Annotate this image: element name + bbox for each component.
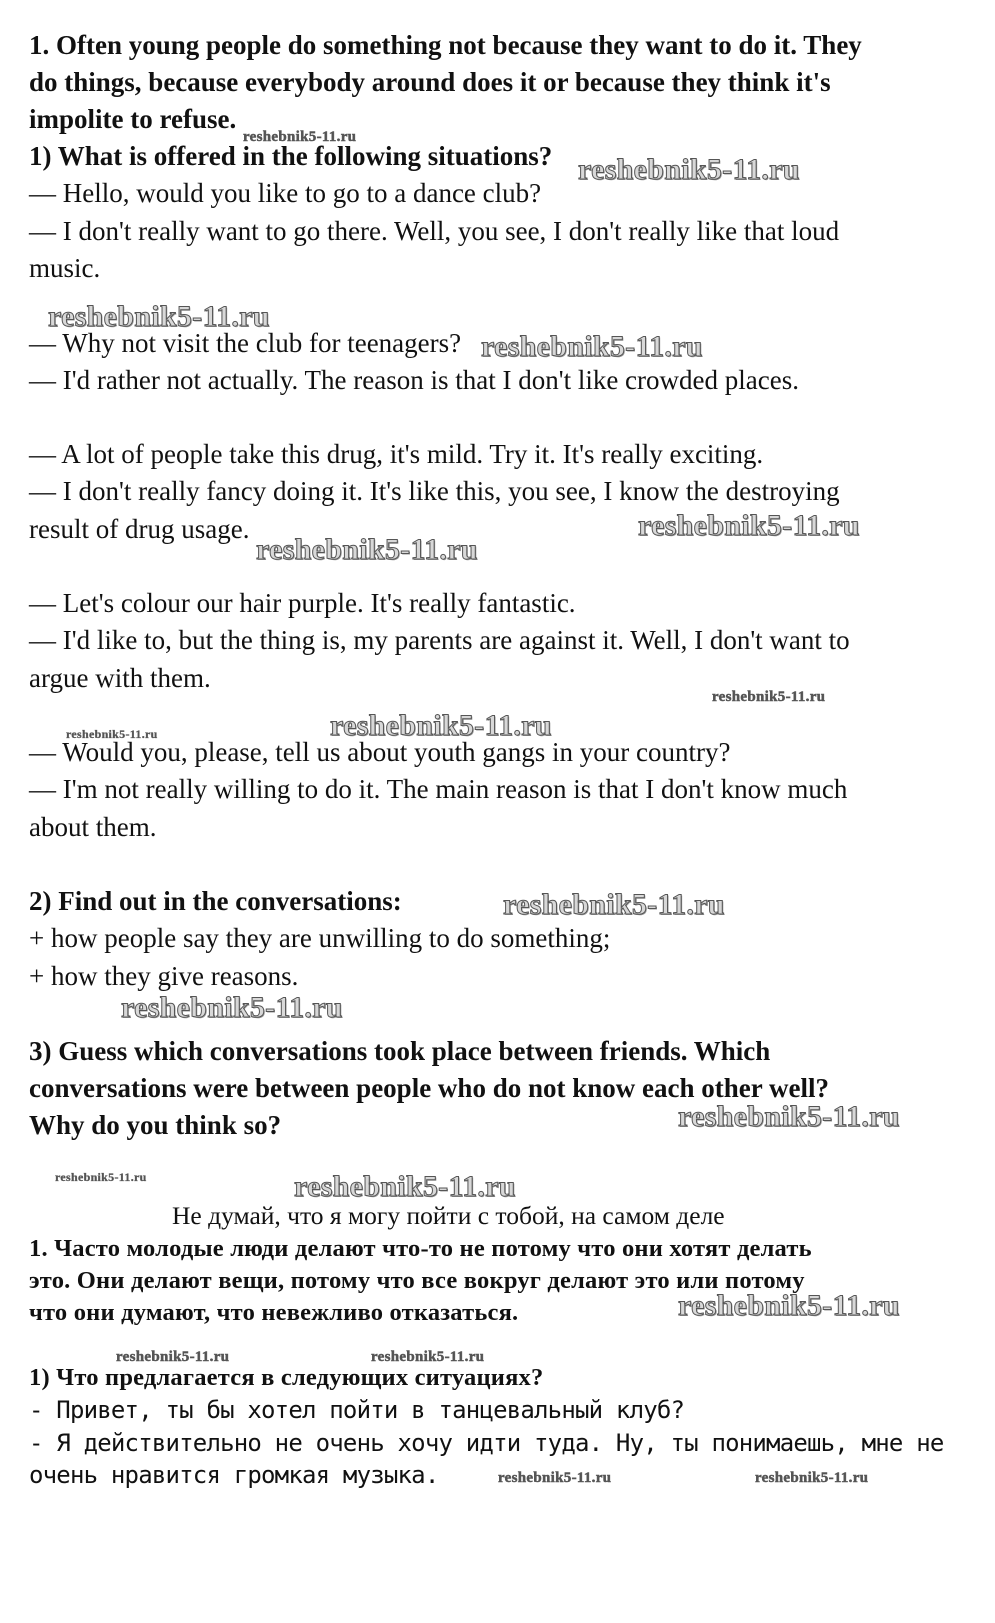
dialogue-line: — Let's colour our hair purple. It's really fantastic. bbox=[29, 588, 576, 618]
watermark: reshebnik5-11.ru bbox=[371, 1349, 485, 1365]
ru-dialogue-line: - Привет, ты бы хотел пойти в танцевальный клуб? bbox=[29, 1396, 685, 1424]
ru-intro-line-1: 1. Часто молодые люди делают что-то не потому что они хотят делать bbox=[29, 1235, 812, 1262]
q3-line-1: 3) Guess which conversations took place between friends. Which bbox=[29, 1036, 771, 1066]
ru-dialogue-line: очень нравится громкая музыка. bbox=[29, 1461, 439, 1489]
dialogue-line: — I'd like to, but the thing is, my parents are against it. Well, I don't want to bbox=[29, 625, 850, 655]
dialogue-line: argue with them. bbox=[29, 663, 211, 693]
watermark: reshebnik5-11.ru bbox=[678, 1289, 900, 1322]
watermark: reshebnik5-11.ru bbox=[256, 533, 478, 566]
dialogue-line: — A lot of people take this drug, it's mild. Try it. It's really exciting. bbox=[29, 439, 764, 469]
watermark: reshebnik5-11.ru bbox=[638, 509, 860, 542]
dialogue-line: — I don't really fancy doing it. It's like this, you see, I know the destroying bbox=[29, 476, 840, 506]
watermark: reshebnik5-11.ru bbox=[498, 1470, 612, 1486]
watermark: reshebnik5-11.ru bbox=[481, 330, 703, 363]
intro-line-2: do things, because everybody around does it or because they think it's bbox=[29, 67, 831, 97]
dialogue-line: — Why not visit the club for teenagers? bbox=[29, 328, 462, 358]
dialogue-line: music. bbox=[29, 253, 101, 283]
dialogue-line: — I'm not really willing to do it. The main reason is that I don't know much bbox=[29, 774, 848, 804]
q3-line-3: Why do you think so? bbox=[29, 1110, 282, 1140]
russian-subtitle: Не думай, что я могу пойти с тобой, на самом деле bbox=[172, 1201, 725, 1230]
watermark: reshebnik5-11.ru bbox=[243, 129, 357, 145]
intro-line-1: 1. Often young people do something not because they want to do it. They bbox=[29, 30, 862, 60]
q2-heading: 2) Find out in the conversations: bbox=[29, 886, 402, 916]
watermark: reshebnik5-11.ru bbox=[294, 1170, 516, 1203]
watermark: reshebnik5-11.ru bbox=[48, 300, 270, 333]
watermark: reshebnik5-11.ru bbox=[330, 709, 552, 742]
dialogue-line: — I'd rather not actually. The reason is that I don't like crowded places. bbox=[29, 365, 799, 395]
watermark: reshebnik5-11.ru bbox=[578, 153, 800, 186]
watermark: reshebnik5-11.ru bbox=[755, 1470, 869, 1486]
ru-intro-line-2: это. Они делают вещи, потому что все вокруг делают это или потому bbox=[29, 1267, 805, 1294]
ru-q1-heading: 1) Что предлагается в следующих ситуациях? bbox=[29, 1364, 544, 1391]
watermark: reshebnik5-11.ru bbox=[121, 991, 343, 1024]
watermark: reshebnik5-11.ru bbox=[116, 1349, 230, 1365]
q1-heading: 1) What is offered in the following situations? bbox=[29, 141, 553, 171]
ru-dialogue-line: - Я действительно не очень хочу идти туда. Ну, ты понимаешь, мне не bbox=[29, 1429, 944, 1457]
dialogue-line: result of drug usage. bbox=[29, 514, 250, 544]
watermark: reshebnik5-11.ru bbox=[503, 888, 725, 921]
dialogue-line: about them. bbox=[29, 812, 157, 842]
dialogue-line: — I don't really want to go there. Well, you see, I don't really like that loud bbox=[29, 216, 840, 246]
watermark: reshebnik5-11.ru bbox=[55, 1170, 147, 1184]
dialogue-line: — Would you, please, tell us about youth gangs in your country? bbox=[29, 737, 731, 767]
ru-intro-line-3: что они думают, что невежливо отказаться. bbox=[29, 1299, 519, 1326]
dialogue-line: — Hello, would you like to go to a dance club? bbox=[29, 178, 542, 208]
q2-item: + how people say they are unwilling to do something; bbox=[29, 923, 611, 953]
q2-item: + how they give reasons. bbox=[29, 961, 299, 991]
watermark: reshebnik5-11.ru bbox=[66, 727, 158, 741]
intro-line-3: impolite to refuse. bbox=[29, 104, 237, 134]
q3-line-2: conversations were between people who do not know each other well? bbox=[29, 1073, 829, 1103]
watermark: reshebnik5-11.ru bbox=[678, 1100, 900, 1133]
watermark: reshebnik5-11.ru bbox=[712, 689, 826, 705]
